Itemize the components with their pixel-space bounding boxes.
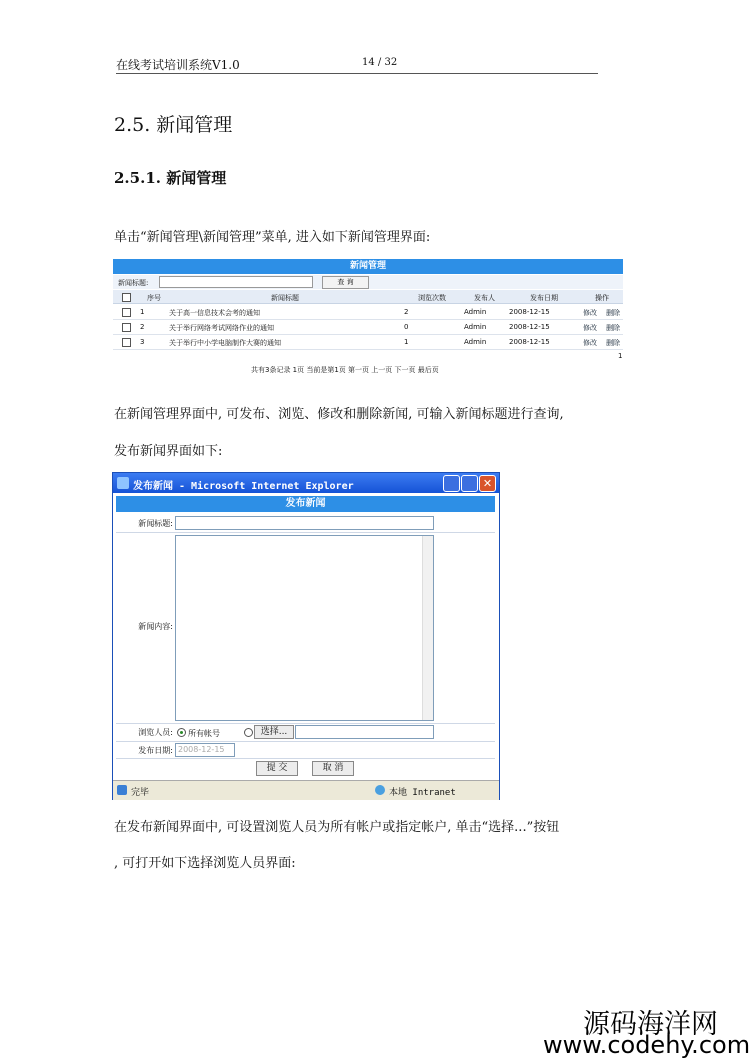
- watermark-url: www.codehy.com: [543, 1031, 750, 1059]
- page-indicator: 1: [618, 352, 623, 360]
- paragraph-select-intro: , 可打开如下选择浏览人员界面:: [114, 856, 296, 871]
- radio-specified-accounts[interactable]: [244, 728, 253, 737]
- minimize-icon[interactable]: [443, 475, 460, 492]
- search-input[interactable]: [159, 276, 313, 288]
- row-checkbox[interactable]: [122, 323, 131, 332]
- column-header-actions: 操作: [595, 294, 609, 302]
- row-title: 关于高一信息技术会考的通知: [169, 309, 260, 317]
- document-header-title: 在线考试培训系统V1.0: [116, 58, 240, 72]
- column-header-author: 发布人: [474, 294, 495, 302]
- row-title: 关于举行网络考试网络作业的通知: [169, 324, 274, 332]
- date-row: [116, 742, 495, 759]
- search-button[interactable]: 查 询: [322, 276, 369, 289]
- table-row: [113, 335, 623, 350]
- row-author: Admin: [464, 308, 487, 316]
- page-number: 14 / 32: [362, 57, 398, 68]
- edit-link[interactable]: 修改: [583, 339, 597, 347]
- row-no: 1: [140, 308, 145, 316]
- content-row: [116, 533, 495, 724]
- row-author: Admin: [464, 323, 487, 331]
- search-label: 新闻标题:: [118, 279, 149, 287]
- row-views: 1: [404, 338, 409, 346]
- row-author: Admin: [464, 338, 487, 346]
- publish-news-window: [112, 472, 500, 800]
- status-bar: [113, 780, 499, 800]
- row-checkbox[interactable]: [122, 338, 131, 347]
- intranet-icon: [375, 785, 385, 795]
- row-date: 2008-12-15: [509, 338, 550, 346]
- row-checkbox[interactable]: [122, 308, 131, 317]
- table-row: [113, 305, 623, 320]
- column-header-no: 序号: [147, 294, 161, 302]
- pager-text[interactable]: 共有3条记录 1页 当前是第1页 第一页 上一页 下一页 最后页: [251, 366, 439, 374]
- form-title: 发布新闻: [116, 496, 495, 512]
- watermark-name: 源码海洋网: [583, 1009, 718, 1040]
- status-text: 完毕: [131, 788, 150, 798]
- news-list-screenshot: [113, 259, 623, 379]
- row-date: 2008-12-15: [509, 323, 550, 331]
- security-zone: 本地 Intranet: [389, 788, 456, 798]
- row-no: 3: [140, 338, 145, 346]
- delete-link[interactable]: 删除: [606, 339, 620, 347]
- ie-icon: [117, 477, 129, 489]
- edit-link[interactable]: 修改: [583, 324, 597, 332]
- paragraph-viewers: 在发布新闻界面中, 可设置浏览人员为所有帐户或指定帐户, 单击“选择...”按钮: [114, 820, 560, 835]
- row-title: 关于举行中小学电脑制作大赛的通知: [169, 339, 281, 347]
- column-header-views: 浏览次数: [418, 294, 446, 302]
- viewers-label: 浏览人员:: [138, 728, 173, 737]
- radio-all-label: 所有帐号: [188, 729, 220, 738]
- publish-date-label: 发布日期:: [138, 746, 173, 755]
- edit-link[interactable]: 修改: [583, 309, 597, 317]
- close-icon[interactable]: ✕: [479, 475, 496, 492]
- row-date: 2008-12-15: [509, 308, 550, 316]
- news-title-input[interactable]: [175, 516, 434, 530]
- subsection-heading: 2.5.1. 新闻管理: [114, 169, 227, 187]
- row-views: 2: [404, 308, 409, 316]
- paragraph-intro: 单击“新闻管理\新闻管理”菜单, 进入如下新闻管理界面:: [114, 230, 431, 245]
- row-views: 0: [404, 323, 409, 331]
- paragraph-description: 在新闻管理界面中, 可发布、浏览、修改和删除新闻, 可输入新闻标题进行查询,: [114, 407, 564, 422]
- column-header-date: 发布日期: [530, 294, 558, 302]
- pager: [113, 363, 623, 377]
- submit-button[interactable]: 提 交: [256, 761, 298, 776]
- delete-link[interactable]: 删除: [606, 309, 620, 317]
- radio-all-accounts[interactable]: [177, 728, 186, 737]
- textarea-scrollbar[interactable]: [422, 536, 433, 720]
- news-content-label: 新闻内容:: [138, 622, 173, 631]
- section-heading: 2.5. 新闻管理: [114, 114, 233, 136]
- header-divider: [116, 73, 598, 74]
- window-titlebar[interactable]: [113, 473, 499, 493]
- cancel-button[interactable]: 取 消: [312, 761, 354, 776]
- maximize-icon[interactable]: [461, 475, 478, 492]
- news-search-bar: [113, 275, 623, 289]
- table-header: [113, 290, 623, 304]
- form-buttons-row: [116, 759, 495, 779]
- row-no: 2: [140, 323, 145, 331]
- ie-page-icon: [117, 785, 127, 795]
- viewers-row: [116, 724, 495, 742]
- title-row: [116, 514, 495, 533]
- select-all-checkbox[interactable]: [122, 293, 131, 302]
- table-row: [113, 320, 623, 335]
- column-header-title: 新闻标题: [271, 294, 299, 302]
- window-title: 发布新闻 - Microsoft Internet Explorer: [133, 481, 354, 492]
- publish-date-input[interactable]: 2008-12-15: [175, 743, 235, 757]
- paragraph-publish-intro: 发布新闻界面如下:: [114, 444, 223, 459]
- news-content-textarea[interactable]: [175, 535, 434, 721]
- news-list-title: 新闻管理: [113, 259, 623, 274]
- delete-link[interactable]: 删除: [606, 324, 620, 332]
- select-viewers-button[interactable]: 选择...: [254, 725, 294, 739]
- viewers-input[interactable]: [295, 725, 434, 739]
- news-title-label: 新闻标题:: [138, 519, 173, 528]
